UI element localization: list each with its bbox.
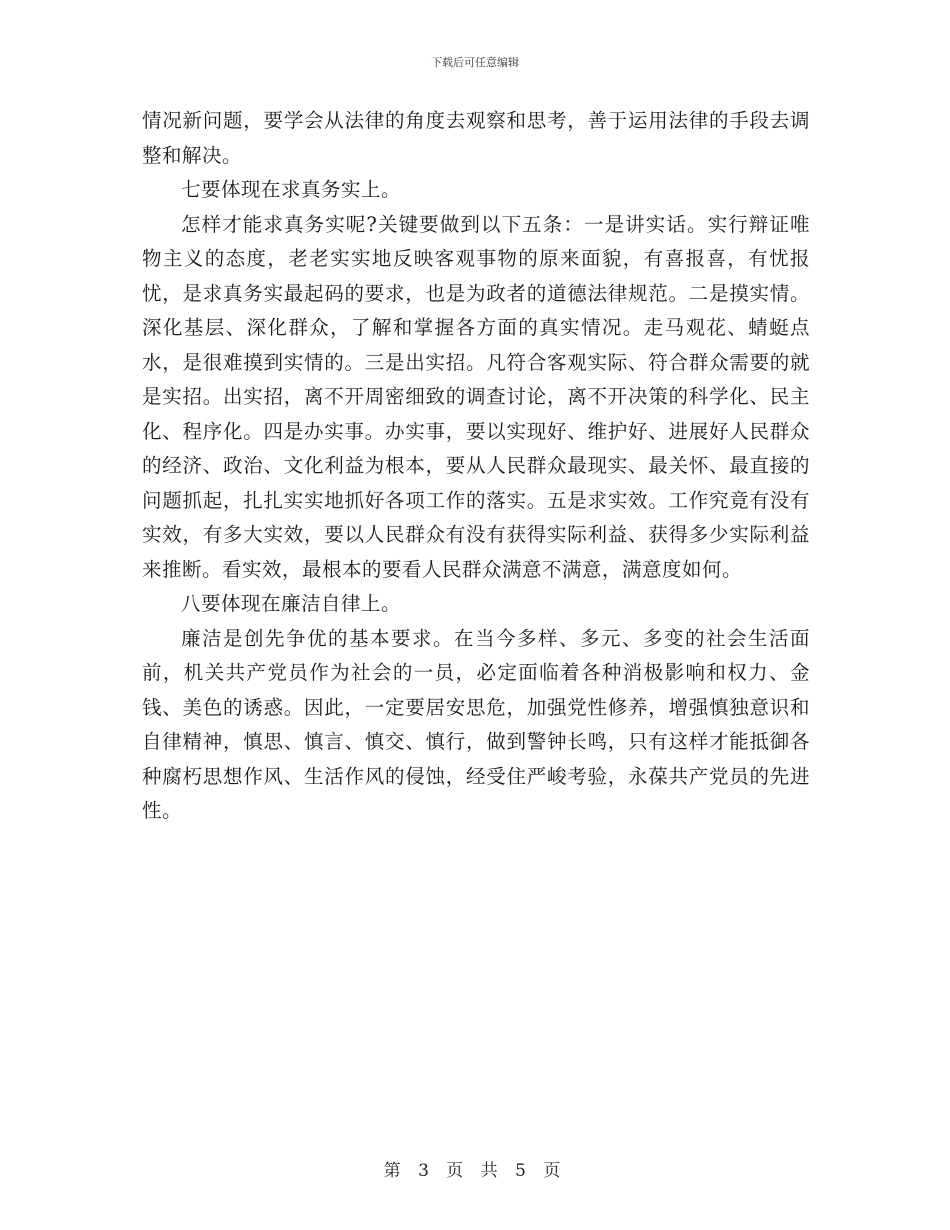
document-body [142, 104, 810, 829]
paragraph-seven-body: 怎样才能求真务实呢?关键要做到以下五条：一是讲实话。实行辩证唯物主义的态度，老老实实地反映客观事物的原来面貌，有喜报喜，有忧报忧，是求真务实最起码的要求，也是为政者的道德法律规范。二是摸实情。深化基层、深化群众，了解和掌握各方面的真实情况。走马观花、蜻蜓点水，是很难摸到实情的。三是出实招。凡符合客观实际、符合群众需要的就是实招。出实招，离不开周密细致的调查讨论，离不开决策的科学化、民主化、程序化。四是办实事。办实事，要以实现好、维护好、进展好人民群众的经济、政治、文化利益为根本，要从人民群众最现实、最关怀、最直接的问题抓起，扎扎实实地抓好各项工作的落实。五是求实效。工作究竟有没有实效，有多大实效，要以人民群众有没有获得实际利益、获得多少实际利益来推断。看实效，最根本的要看人民群众满意不满意，满意度如何。 [142, 212, 810, 581]
section-heading-seven: 七要体现在求真务实上。 [181, 178, 402, 201]
section-heading-eight: 八要体现在廉洁自律上。 [181, 592, 402, 615]
paragraph-continuation: 情况新问题，要学会从法律的角度去观察和思考，善于运用法律的手段去调整和解决。 [142, 109, 810, 167]
paragraph-eight-body: 廉洁是创先争优的基本要求。在当今多样、多元、多变的社会生活面前，机关共产党员作为社会的一员，必定面临着各种消极影响和权力、金钱、美色的诱惑。因此，一定要居安思危，加强党性修养，增强慎独意识和自律精神，慎思、慎言、慎交、慎行，做到警钟长鸣，只有这样才能抵御各种腐朽思想作风、生活作风的侵蚀，经受住严峻考验，永葆共产党员的先进性。 [142, 626, 810, 822]
page-number: 第 3 页 共 5 页 [383, 1161, 567, 1181]
page-header-note: 下载后可任意编辑 [431, 56, 519, 69]
